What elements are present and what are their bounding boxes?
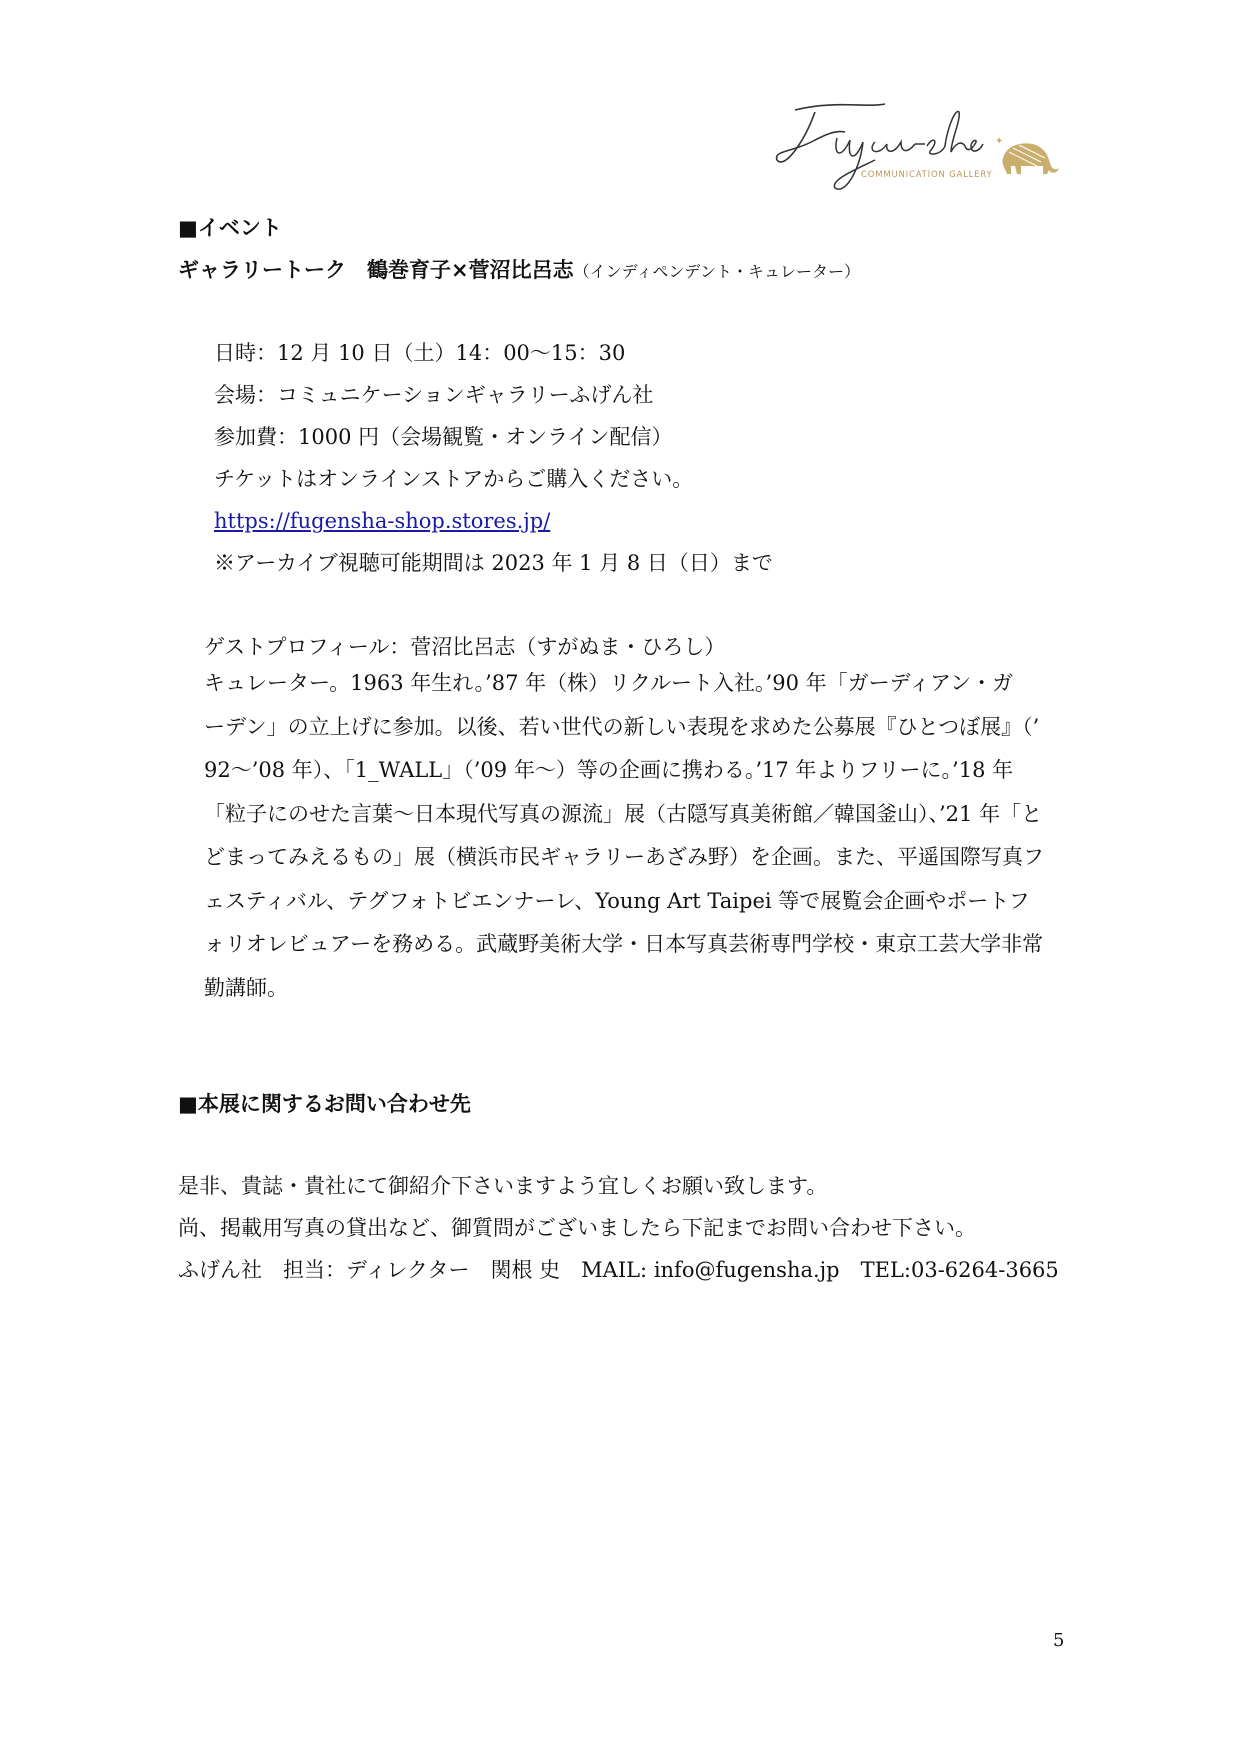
event-ticket-note: チケットはオンラインストアからご購入ください。 (214, 467, 694, 491)
event-title-line (178, 256, 860, 286)
profile-line: キュレーター。1963 年生れ。’87 年（株）リクルート入社。’90 年「ガーディアン・ガ (204, 671, 1014, 695)
contact-line-2: 尚、掲載用写真の貸出など、御質問がございましたら下記までお問い合わせ下さい。 (178, 1216, 976, 1240)
contact-line-1: 是非、貴誌・貴社にて御紹介下さいますよう宜しくお願い致します。 (178, 1174, 828, 1198)
svg-text:✦: ✦ (995, 136, 1004, 147)
guest-profile-label: ゲストプロフィール：菅沼比呂志（すがぬま・ひろし） (204, 635, 726, 659)
contact-line-3: ふげん社 担当：ディレクター 関根 史 MAIL: info@fugensha.jp TEL:03-6264-3665 (178, 1258, 1059, 1282)
profile-line: ェスティバル、テグフォトビエンナーレ、Young Art Taipei 等で展覧会企画やポートフ (204, 888, 1030, 913)
fugensha-logo (775, 100, 1065, 200)
event-title: ギャラリートーク 鶴巻育子×菅沼比呂志 (178, 258, 574, 282)
event-datetime: 日時：12 月 10 日（土）14：00〜15：30 (214, 341, 626, 365)
fugensha-logo-mark (775, 100, 1065, 200)
event-fee: 参加費：1000 円（会場観覧・オンライン配信） (214, 425, 673, 449)
profile-line: ーデン」の立上げに参加。以後、若い世代の新しい表現を求めた公募展『ひとつぼ展』（’ (204, 714, 1040, 739)
page-number: 5 (1053, 1630, 1065, 1651)
profile-line: 92〜’08 年）、「1_WALL」（’09 年〜）等の企画に携わる。’17 年よりフリーに。’18 年 (204, 758, 1014, 782)
event-venue: 会場：コミュニケーションギャラリーふげん社 (214, 383, 654, 407)
shop-link[interactable]: https://fugensha-shop.stores.jp/ (214, 509, 551, 533)
logo-subtitle: COMMUNICATION GALLERY (861, 170, 993, 180)
event-heading: ■イベント (178, 216, 282, 240)
contact-heading: ■本展に関するお問い合わせ先 (178, 1092, 471, 1116)
guest-profile-text (204, 662, 1064, 1010)
profile-line: 勤講師。 (204, 975, 288, 1000)
event-title-note: （インディペンデント・キュレーター） (573, 262, 861, 281)
profile-line: どまってみえるもの」展（横浜市民ギャラリーあざみ野）を企画。また、平遥国際写真フ (204, 845, 1044, 869)
profile-line: ォリオレビュアーを務める。武蔵野美術大学・日本写真芸術専門学校・東京工芸大学非常 (204, 932, 1044, 956)
profile-line: 「粒子にのせた言葉〜日本現代写真の源流」展（古隠写真美術館／韓国釜山）、’21 年「と (204, 801, 1043, 826)
event-archive-note: ※アーカイブ視聴可能期間は 2023 年 1 月 8 日（日）まで (214, 551, 773, 575)
